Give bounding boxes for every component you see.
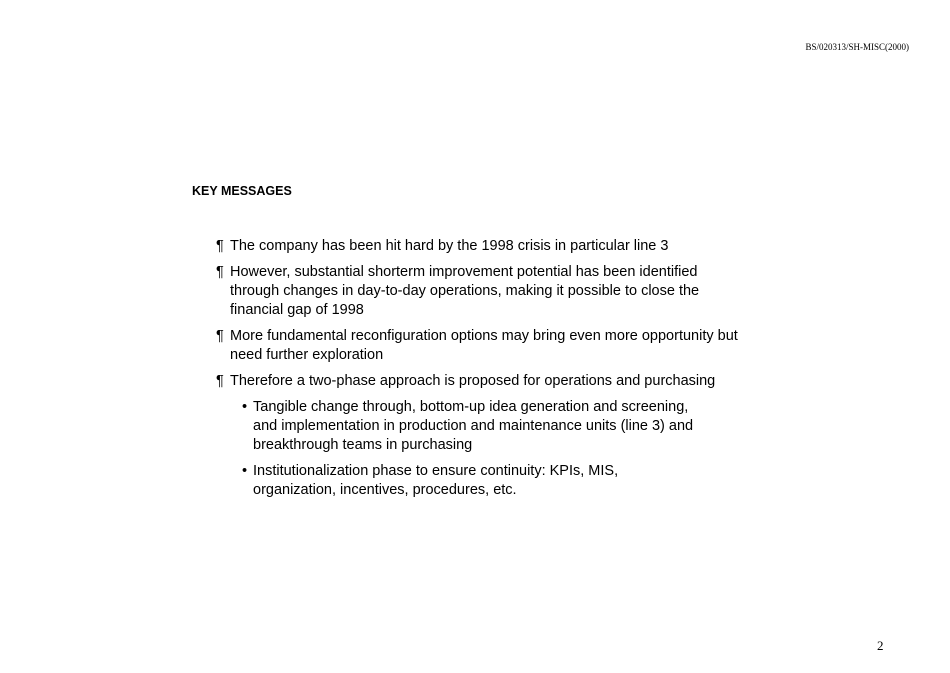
pilcrow-bullet-icon: ¶ — [216, 264, 224, 280]
message-text: More fundamental reconfiguration options may bring even more opportunity but need further exploration — [230, 328, 738, 363]
message-item — [216, 327, 746, 365]
section-title: KEY MESSAGES — [192, 184, 292, 198]
sub-message-text: Tangible change through, bottom-up idea generation and screening, and implementation in production and maintenance units (line 3) and breakthrough teams in purchasing — [253, 399, 694, 453]
key-messages-list — [216, 237, 746, 507]
message-text: The company has been hit hard by the 1998 crisis in particular line 3 — [230, 238, 669, 254]
dot-bullet-icon: • — [242, 399, 248, 415]
pilcrow-bullet-icon: ¶ — [216, 328, 224, 344]
dot-bullet-icon: • — [242, 463, 248, 479]
document-reference: BS/020313/SH-MISC(2000) — [805, 42, 909, 52]
message-text: Therefore a two-phase approach is proposed for operations and purchasing — [230, 373, 716, 389]
message-item — [216, 237, 746, 256]
message-text: However, substantial shorterm improvement potential has been identified through changes in day-to-day operations, making it possible to close the financial gap of 1998 — [230, 264, 700, 318]
message-item — [216, 263, 746, 320]
message-item — [216, 372, 746, 391]
sub-message-item — [240, 398, 695, 455]
page-number: 2 — [877, 638, 884, 653]
pilcrow-bullet-icon: ¶ — [216, 373, 224, 389]
sub-message-item — [240, 462, 695, 500]
sub-message-text: Institutionalization phase to ensure continuity: KPIs, MIS, organization, incentives, procedures, etc. — [253, 463, 619, 498]
pilcrow-bullet-icon: ¶ — [216, 238, 224, 254]
